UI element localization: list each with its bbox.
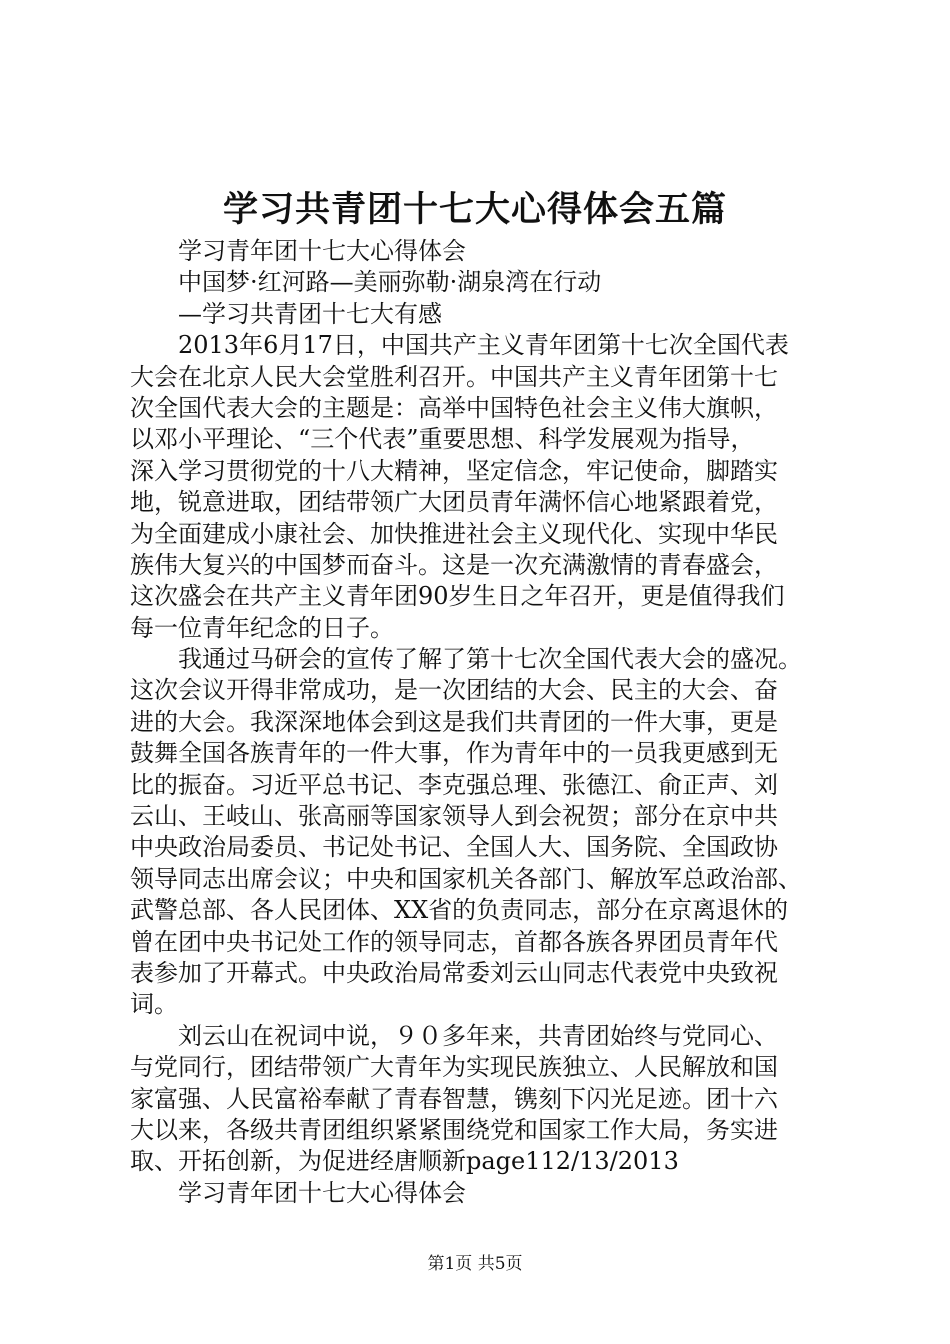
- text-line: 我通过马研会的宣传了解了第十七次全国代表大会的盛况。: [178, 645, 802, 674]
- document-body: [130, 236, 830, 1209]
- text-line: 曾在团中央书记处工作的领导同志，首都各族各界团员青年代: [130, 927, 778, 956]
- text-line: 鼓舞全国各族青年的一件大事，作为青年中的一员我更感到无: [130, 739, 778, 768]
- text-line: 为全面建成小康社会、加快推进社会主义现代化、实现中华民: [130, 519, 778, 548]
- text-line: 中央政治局委员、书记处书记、全国人大、国务院、全国政协: [130, 833, 778, 862]
- text-line: —学习共青团十七大有感: [178, 299, 442, 328]
- text-line: 大会在北京人民大会堂胜利召开。中国共产主义青年团第十七: [130, 362, 778, 391]
- text-line: 地，锐意进取，团结带领广大团员青年满怀信心地紧跟着党，: [130, 488, 778, 517]
- text-line: 比的振奋。习近平总书记、李克强总理、张德江、俞正声、刘: [130, 770, 778, 799]
- text-line: 与党同行，团结带领广大青年为实现民族独立、人民解放和国: [130, 1053, 778, 1082]
- text-line: 词。: [130, 990, 178, 1019]
- text-line: 刘云山在祝词中说，９０多年来，共青团始终与党同心、: [178, 1021, 778, 1050]
- text-line: 表参加了开幕式。中央政治局常委刘云山同志代表党中央致祝: [130, 958, 778, 987]
- text-line: 领导同志出席会议；中央和国家机关各部门、解放军总政治部、: [130, 864, 802, 893]
- text-line: 进的大会。我深深地体会到这是我们共青团的一件大事，更是: [130, 707, 778, 736]
- text-line: 武警总部、各人民团体、XX省的负责同志，部分在京离退休的: [130, 896, 789, 925]
- text-line: 大以来，各级共青团组织紧紧围绕党和国家工作大局，务实进: [130, 1115, 778, 1144]
- text-line: 云山、王岐山、张高丽等国家领导人到会祝贺；部分在京中共: [130, 802, 778, 831]
- text-line: 取、开拓创新，为促进经唐顺新page112/13/2013: [130, 1147, 679, 1176]
- page-footer: 第1页 共5页: [427, 1254, 523, 1274]
- text-line: 2013年6月17日，中国共产主义青年团第十七次全国代表: [178, 331, 789, 360]
- text-line: 次全国代表大会的主题是：高举中国特色社会主义伟大旗帜，: [130, 393, 778, 422]
- text-line: 深入学习贯彻党的十八大精神，坚定信念，牢记使命，脚踏实: [130, 456, 778, 485]
- text-line: 每一位青年纪念的日子。: [130, 613, 394, 642]
- text-line: 家富强、人民富裕奉献了青春智慧，镌刻下闪光足迹。团十六: [130, 1084, 778, 1113]
- document-title: 学习共青团十七大心得体会五篇: [222, 189, 727, 230]
- text-line: 中国梦·红河路—美丽弥勒·湖泉湾在行动: [178, 268, 602, 297]
- text-line: 这次盛会在共产主义青年团90岁生日之年召开，更是值得我们: [130, 582, 785, 611]
- text-line: 族伟大复兴的中国梦而奋斗。这是一次充满激情的青春盛会，: [130, 550, 778, 579]
- text-line: 学习青年团十七大心得体会: [178, 1178, 466, 1207]
- text-line: 这次会议开得非常成功，是一次团结的大会、民主的大会、奋: [130, 676, 778, 705]
- text-line: 学习青年团十七大心得体会: [178, 237, 466, 265]
- text-line: 以邓小平理论、“三个代表”重要思想、科学发展观为指导，: [130, 425, 755, 454]
